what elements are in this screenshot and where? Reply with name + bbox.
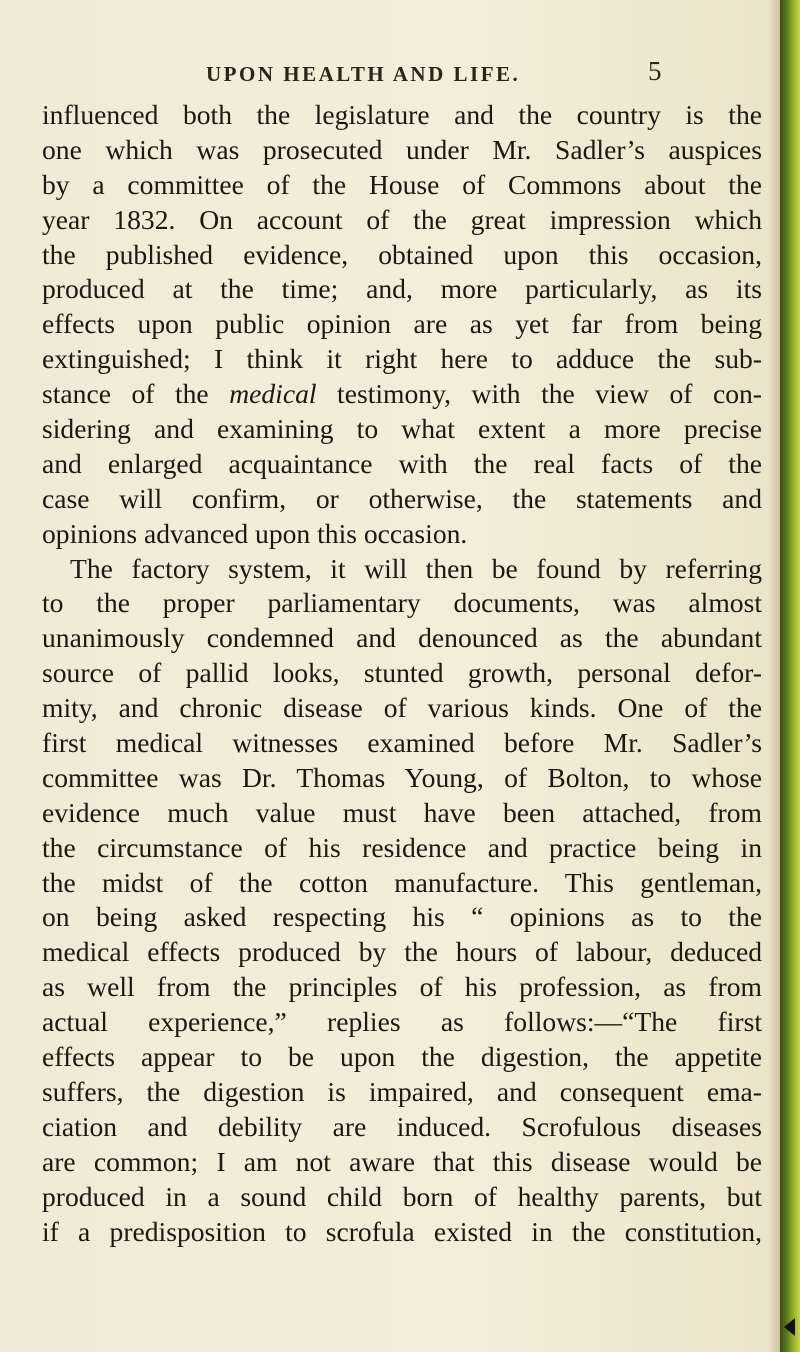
text-line: year 1832. On account of the great impression which [42,203,762,235]
text-line: evidence much value must have been attached, from [42,796,762,828]
text-line: to the proper parliamentary documents, was almost [42,587,762,619]
text-line: the published evidence, obtained upon this occasion, [42,238,762,270]
text-line: effects upon public opinion are as yet far from being [42,308,762,340]
text-line: extinguished; I think it right here to adduce the sub- [42,343,762,375]
text-line: by a committee of the House of Commons about the [42,168,762,200]
body-text [42,98,762,1249]
text-line: on being asked respecting his “ opinions as to the [42,901,762,933]
text-line: case will confirm, or otherwise, the statements and [42,482,762,514]
text-line: effects appear to be upon the digestion, the appetite [42,1041,762,1073]
text-line: if a predisposition to scrofula existed in the constitution, [42,1215,762,1247]
text-line: source of pallid looks, stunted growth, personal defor- [42,657,762,689]
text-line: suffers, the digestion is impaired, and consequent ema- [42,1075,762,1107]
running-header [0,56,780,92]
paragraph-last-line: opinions advanced upon this occasion. [42,517,468,549]
text-segment: testimony, with the view of con- [316,378,762,410]
green-binding-edge [780,0,800,1352]
text-line: sidering and examining to what extent a more precise [42,413,762,445]
text-line: produced at the time; and, more particularly, as its [42,273,762,305]
text-line: mity, and chronic disease of various kinds. One of the [42,692,762,724]
text-line: are common; I am not aware that this disease would be [42,1145,762,1177]
text-line: produced in a sound child born of healthy parents, but [42,1180,762,1212]
page-edge-shadow [768,0,780,1352]
text-line: medical effects produced by the hours of labour, deduced [42,936,762,968]
text-line: the midst of the cotton manufacture. This gentleman, [42,866,762,898]
running-title: UPON HEALTH AND LIFE. [206,62,521,86]
text-line: actual experience,” replies as follows:—“The first [42,1006,762,1038]
triangle-marker-icon [784,1318,795,1336]
text-line: ciation and debility are induced. Scrofulous diseases [42,1110,762,1142]
text-line: first medical witnesses examined before Mr. Sadler’s [42,727,762,759]
paragraph-first-line: The factory system, it will then be found by referring [70,552,762,584]
text-segment: stance of the [42,378,230,410]
text-line: committee was Dr. Thomas Young, of Bolton, to whose [42,761,762,793]
emphasized-word: medical [229,378,317,410]
page-number: 5 [648,56,662,86]
text-line: and enlarged acquaintance with the real facts of the [42,447,762,479]
text-line: the circumstance of his residence and practice being in [42,831,762,863]
text-line: one which was prosecuted under Mr. Sadler’s auspices [42,133,762,165]
text-line: influenced both the legislature and the country is the [42,99,762,130]
text-line-with-emphasis [42,377,762,412]
text-line: unanimously condemned and denounced as the abundant [42,622,762,654]
text-line: as well from the principles of his profession, as from [42,971,762,1003]
